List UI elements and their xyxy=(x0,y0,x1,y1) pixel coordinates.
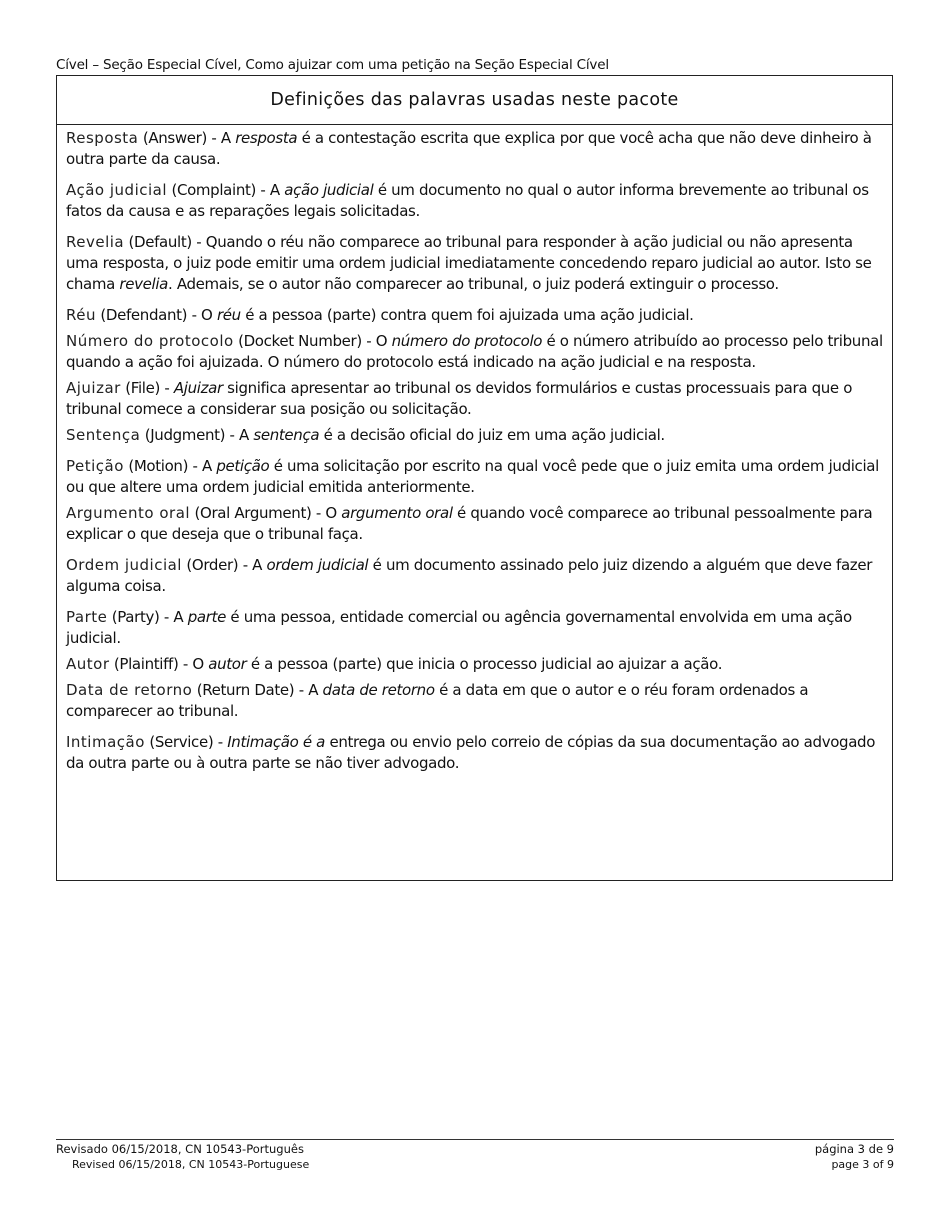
term-emphasis: data de retorno xyxy=(322,681,435,699)
definitions-list xyxy=(57,125,892,774)
term-english: (Oral Argument) - O xyxy=(194,504,342,522)
footer-page-number xyxy=(815,1142,894,1172)
term-label: Ação judicial xyxy=(66,181,168,199)
page-number-pt: página 3 de 9 xyxy=(814,1142,894,1156)
term-label: Número do protocolo xyxy=(66,332,234,350)
term-label: Data de retorno xyxy=(66,681,193,699)
definition-item xyxy=(66,732,883,774)
term-label: Réu xyxy=(66,306,96,324)
definition-item xyxy=(66,378,883,420)
definition-item xyxy=(66,503,883,545)
definition-item xyxy=(66,654,883,675)
term-emphasis: número do protocolo xyxy=(391,332,543,350)
definition-item xyxy=(66,555,883,597)
definition-item xyxy=(66,232,883,295)
term-label: Parte xyxy=(66,608,108,626)
term-emphasis: argumento oral xyxy=(341,504,453,522)
term-definition: é a data em que o autor e o réu foram ordenados a comparecer ao tribunal. xyxy=(66,681,809,720)
term-emphasis: autor xyxy=(208,655,247,673)
term-definition: é o número atribuído ao processo pelo tribunal quando a ação foi ajuizada. O número do protocolo está indicado na ação judicial e na resposta. xyxy=(66,332,883,371)
term-english: (Service) - xyxy=(149,733,228,751)
revision-pt: Revisado 06/15/2018, CN 10543-Português xyxy=(56,1142,304,1156)
footer-revision xyxy=(56,1142,309,1172)
term-label: Ordem judicial xyxy=(66,556,182,574)
term-emphasis: resposta xyxy=(235,129,298,147)
term-definition: é um documento no qual o autor informa brevemente ao tribunal os fatos da causa e as reparações legais solicitadas. xyxy=(66,181,869,220)
term-definition: é um documento assinado pelo juiz dizendo a alguém que deve fazer alguma coisa. xyxy=(66,556,873,595)
revision-en: Revised 06/15/2018, CN 10543-Portuguese xyxy=(72,1158,310,1171)
term-emphasis: ação judicial xyxy=(284,181,374,199)
term-definition: é a pessoa (parte) que inicia o processo judicial ao ajuizar a ação. xyxy=(246,655,723,673)
term-english: (File) - xyxy=(125,379,174,397)
term-label: Argumento oral xyxy=(66,504,191,522)
definition-item xyxy=(66,425,883,446)
term-emphasis: parte xyxy=(187,608,226,626)
page-number-en: page 3 of 9 xyxy=(831,1158,894,1171)
term-emphasis: Ajuizar xyxy=(173,379,223,397)
term-label: Petição xyxy=(66,457,124,475)
term-english: (Party) - A xyxy=(111,608,188,626)
term-label: Revelia xyxy=(66,233,125,251)
term-label: Autor xyxy=(66,655,110,673)
term-english: (Return Date) - A xyxy=(196,681,323,699)
term-english: (Default) - Quando o réu não comparece ao tribunal para responder à ação judicial ou não apresenta uma resposta, o juiz pode emitir uma ordem judicial imediatamente concedendo reparo judicial ao autor. Isto se chama xyxy=(66,233,872,293)
term-emphasis: ordem judicial xyxy=(266,556,369,574)
term-label: Intimação xyxy=(66,733,145,751)
term-english: (Motion) - A xyxy=(128,457,217,475)
footer-divider xyxy=(56,1139,894,1140)
definition-item xyxy=(66,128,883,170)
term-definition: é a decisão oficial do juiz em uma ação judicial. xyxy=(319,426,665,444)
term-definition: é a pessoa (parte) contra quem foi ajuizada uma ação judicial. xyxy=(240,306,694,324)
term-english: (Complaint) - A xyxy=(171,181,285,199)
definition-item xyxy=(66,305,883,326)
term-definition: . Ademais, se o autor não comparecer ao tribunal, o juiz poderá extinguir o processo. xyxy=(168,275,779,293)
definition-item xyxy=(66,180,883,222)
definition-item xyxy=(66,331,883,373)
definition-item xyxy=(66,680,883,722)
term-english: (Docket Number) - O xyxy=(238,332,392,350)
term-english: (Order) - A xyxy=(186,556,267,574)
term-definition: entrega ou envio pelo correio de cópias da sua documentação ao advogado da outra parte ou à outra parte se não tiver advogado. xyxy=(66,733,876,772)
term-label: Sentença xyxy=(66,426,141,444)
term-definition: é a contestação escrita que explica por que você acha que não deve dinheiro à outra parte da causa. xyxy=(66,129,872,168)
term-english: (Defendant) - O xyxy=(100,306,217,324)
definitions-title: Definições das palavras usadas neste pacote xyxy=(57,76,892,125)
definition-item xyxy=(66,607,883,649)
term-emphasis: revelia xyxy=(119,275,168,293)
term-definition: é quando você comparece ao tribunal pessoalmente para explicar o que deseja que o tribunal faça. xyxy=(66,504,873,543)
term-emphasis: Intimação é a xyxy=(227,733,326,751)
term-definition: significa apresentar ao tribunal os devidos formulários e custas processuais para que o tribunal comece a considerar sua posição ou solicitação. xyxy=(66,379,853,418)
definition-item xyxy=(66,456,883,498)
definitions-box xyxy=(56,75,893,881)
term-english: (Answer) - A xyxy=(142,129,236,147)
term-emphasis: petição xyxy=(216,457,270,475)
term-definition: é uma pessoa, entidade comercial ou agência governamental envolvida em uma ação judicial. xyxy=(66,608,852,647)
term-definition: é uma solicitação por escrito na qual você pede que o juiz emita uma ordem judicial ou que altere uma ordem judicial emitida anteriormente. xyxy=(66,457,879,496)
term-english: (Judgment) - A xyxy=(144,426,254,444)
term-label: Resposta xyxy=(66,129,139,147)
page-header: Cível – Seção Especial Cível, Como ajuizar com uma petição na Seção Especial Cível xyxy=(56,57,609,73)
term-label: Ajuizar xyxy=(66,379,121,397)
term-emphasis: réu xyxy=(216,306,241,324)
term-english: (Plaintiff) - O xyxy=(113,655,209,673)
term-emphasis: sentença xyxy=(253,426,320,444)
